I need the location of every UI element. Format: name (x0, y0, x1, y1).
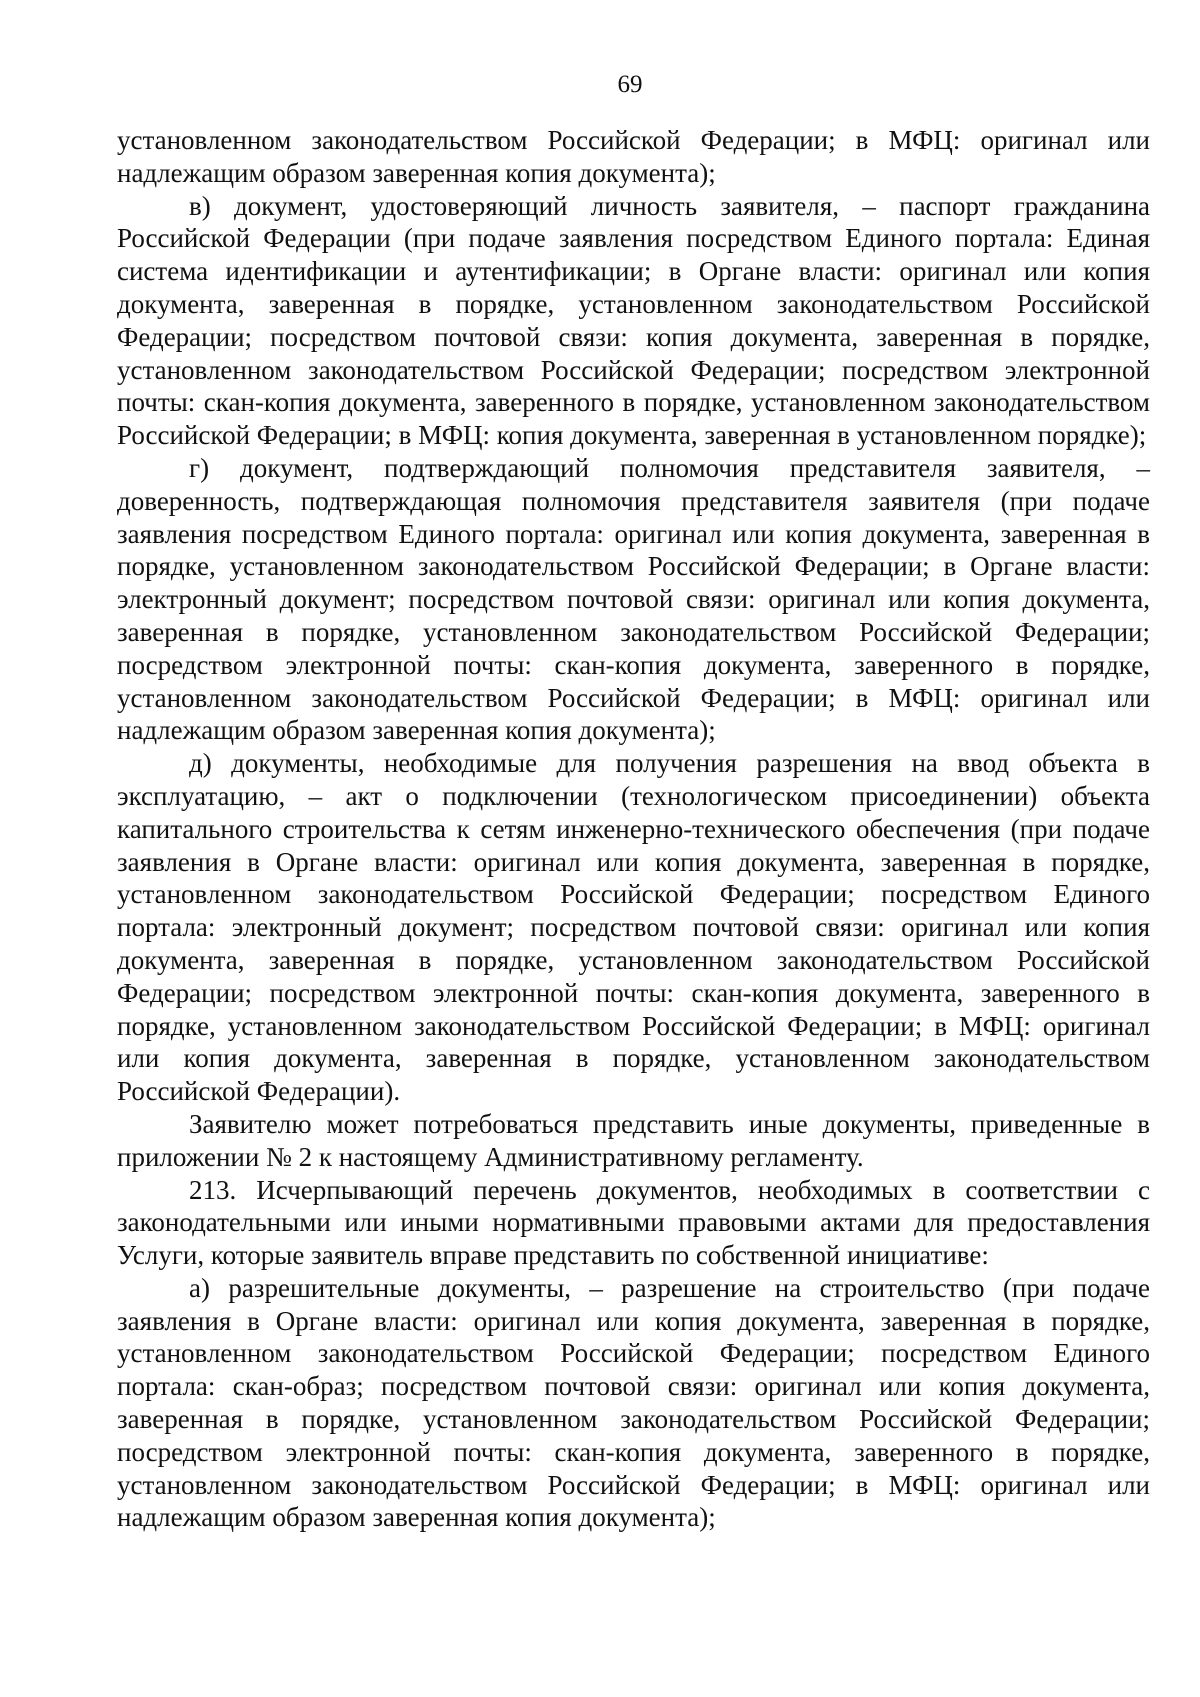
paragraph-other-documents: Заявителю может потребоваться представить иные документы, приведенные в приложении № 2 к настоящему Административному регламенту. (117, 1108, 1150, 1172)
paragraph-item-g: г) документ, подтверждающий полномочия представителя заявителя, – доверенность, подтверждающая полномочия представителя заявителя (при подаче заявления посредством Единого портала: оригинал или копия документа, заверенная в порядке, установленном законодательством Российской Федерации; в Органе власти: электронный документ; посредством почтовой связи: оригинал или копия документа, заверенная в порядке, установленном законодательством Российской Федерации; посредством электронной почты: скан-копия документа, заверенного в порядке, установленном законодательством Российской Федерации; в МФЦ: оригинал или надлежащим образом заверенная копия документа); (117, 452, 1150, 746)
paragraph-item-v: в) документ, удостоверяющий личность заявителя, – паспорт гражданина Российской Федерации (при подаче заявления посредством Единого портала: Единая система идентификации и аутентификации; в Органе власти: оригинал или копия документа, заверенная в порядке, установленном законодательством Российской Федерации; посредством почтовой связи: копия документа, заверенная в порядке, установленном законодательством Российской Федерации; посредством электронной почты: скан-копия документа, заверенного в порядке, установленном законодательством Российской Федерации; в МФЦ: копия документа, заверенная в установленном порядке); (117, 190, 1150, 451)
paragraph-item-a: а) разрешительные документы, – разрешение на строительство (при подаче заявления в Органе власти: оригинал или копия документа, заверенная в порядке, установленном законодательством Российской Федерации; посредством Единого портала: скан-образ; посредством почтовой связи: оригинал или копия документа, заверенная в порядке, установленном законодательством Российской Федерации; посредством электронной почты: скан-копия документа, заверенного в порядке, установленном законодательством Российской Федерации; в МФЦ: оригинал или надлежащим образом заверенная копия документа); (117, 1272, 1150, 1533)
page-number: 69 (617, 71, 643, 98)
document-body (117, 124, 1150, 1534)
paragraph-clause-213: 213. Исчерпывающий перечень документов, необходимых в соответствии с законодательными или иными нормативными правовыми актами для предоставления Услуги, которые заявитель вправе представить по собственной инициативе: (117, 1174, 1150, 1271)
paragraph-item-d: д) документы, необходимые для получения разрешения на ввод объекта в эксплуатацию, – акт о подключении (технологическом присоединении) объекта капитального строительства к сетям инженерно-технического обеспечения (при подаче заявления в Органе власти: оригинал или копия документа, заверенная в порядке, установленном законодательством Российской Федерации; посредством Единого портала: электронный документ; посредством почтовой связи: оригинал или копия документа, заверенная в порядке, установленном законодательством Российской Федерации; посредством электронной почты: скан-копия документа, заверенного в порядке, установленном законодательством Российской Федерации; в МФЦ: оригинал или копия документа, заверенная в порядке, установленном законодательством Российской Федерации). (117, 748, 1150, 1107)
paragraph-continuation: установленном законодательством Российской Федерации; в МФЦ: оригинал или надлежащим образом заверенная копия документа); (117, 125, 1150, 188)
